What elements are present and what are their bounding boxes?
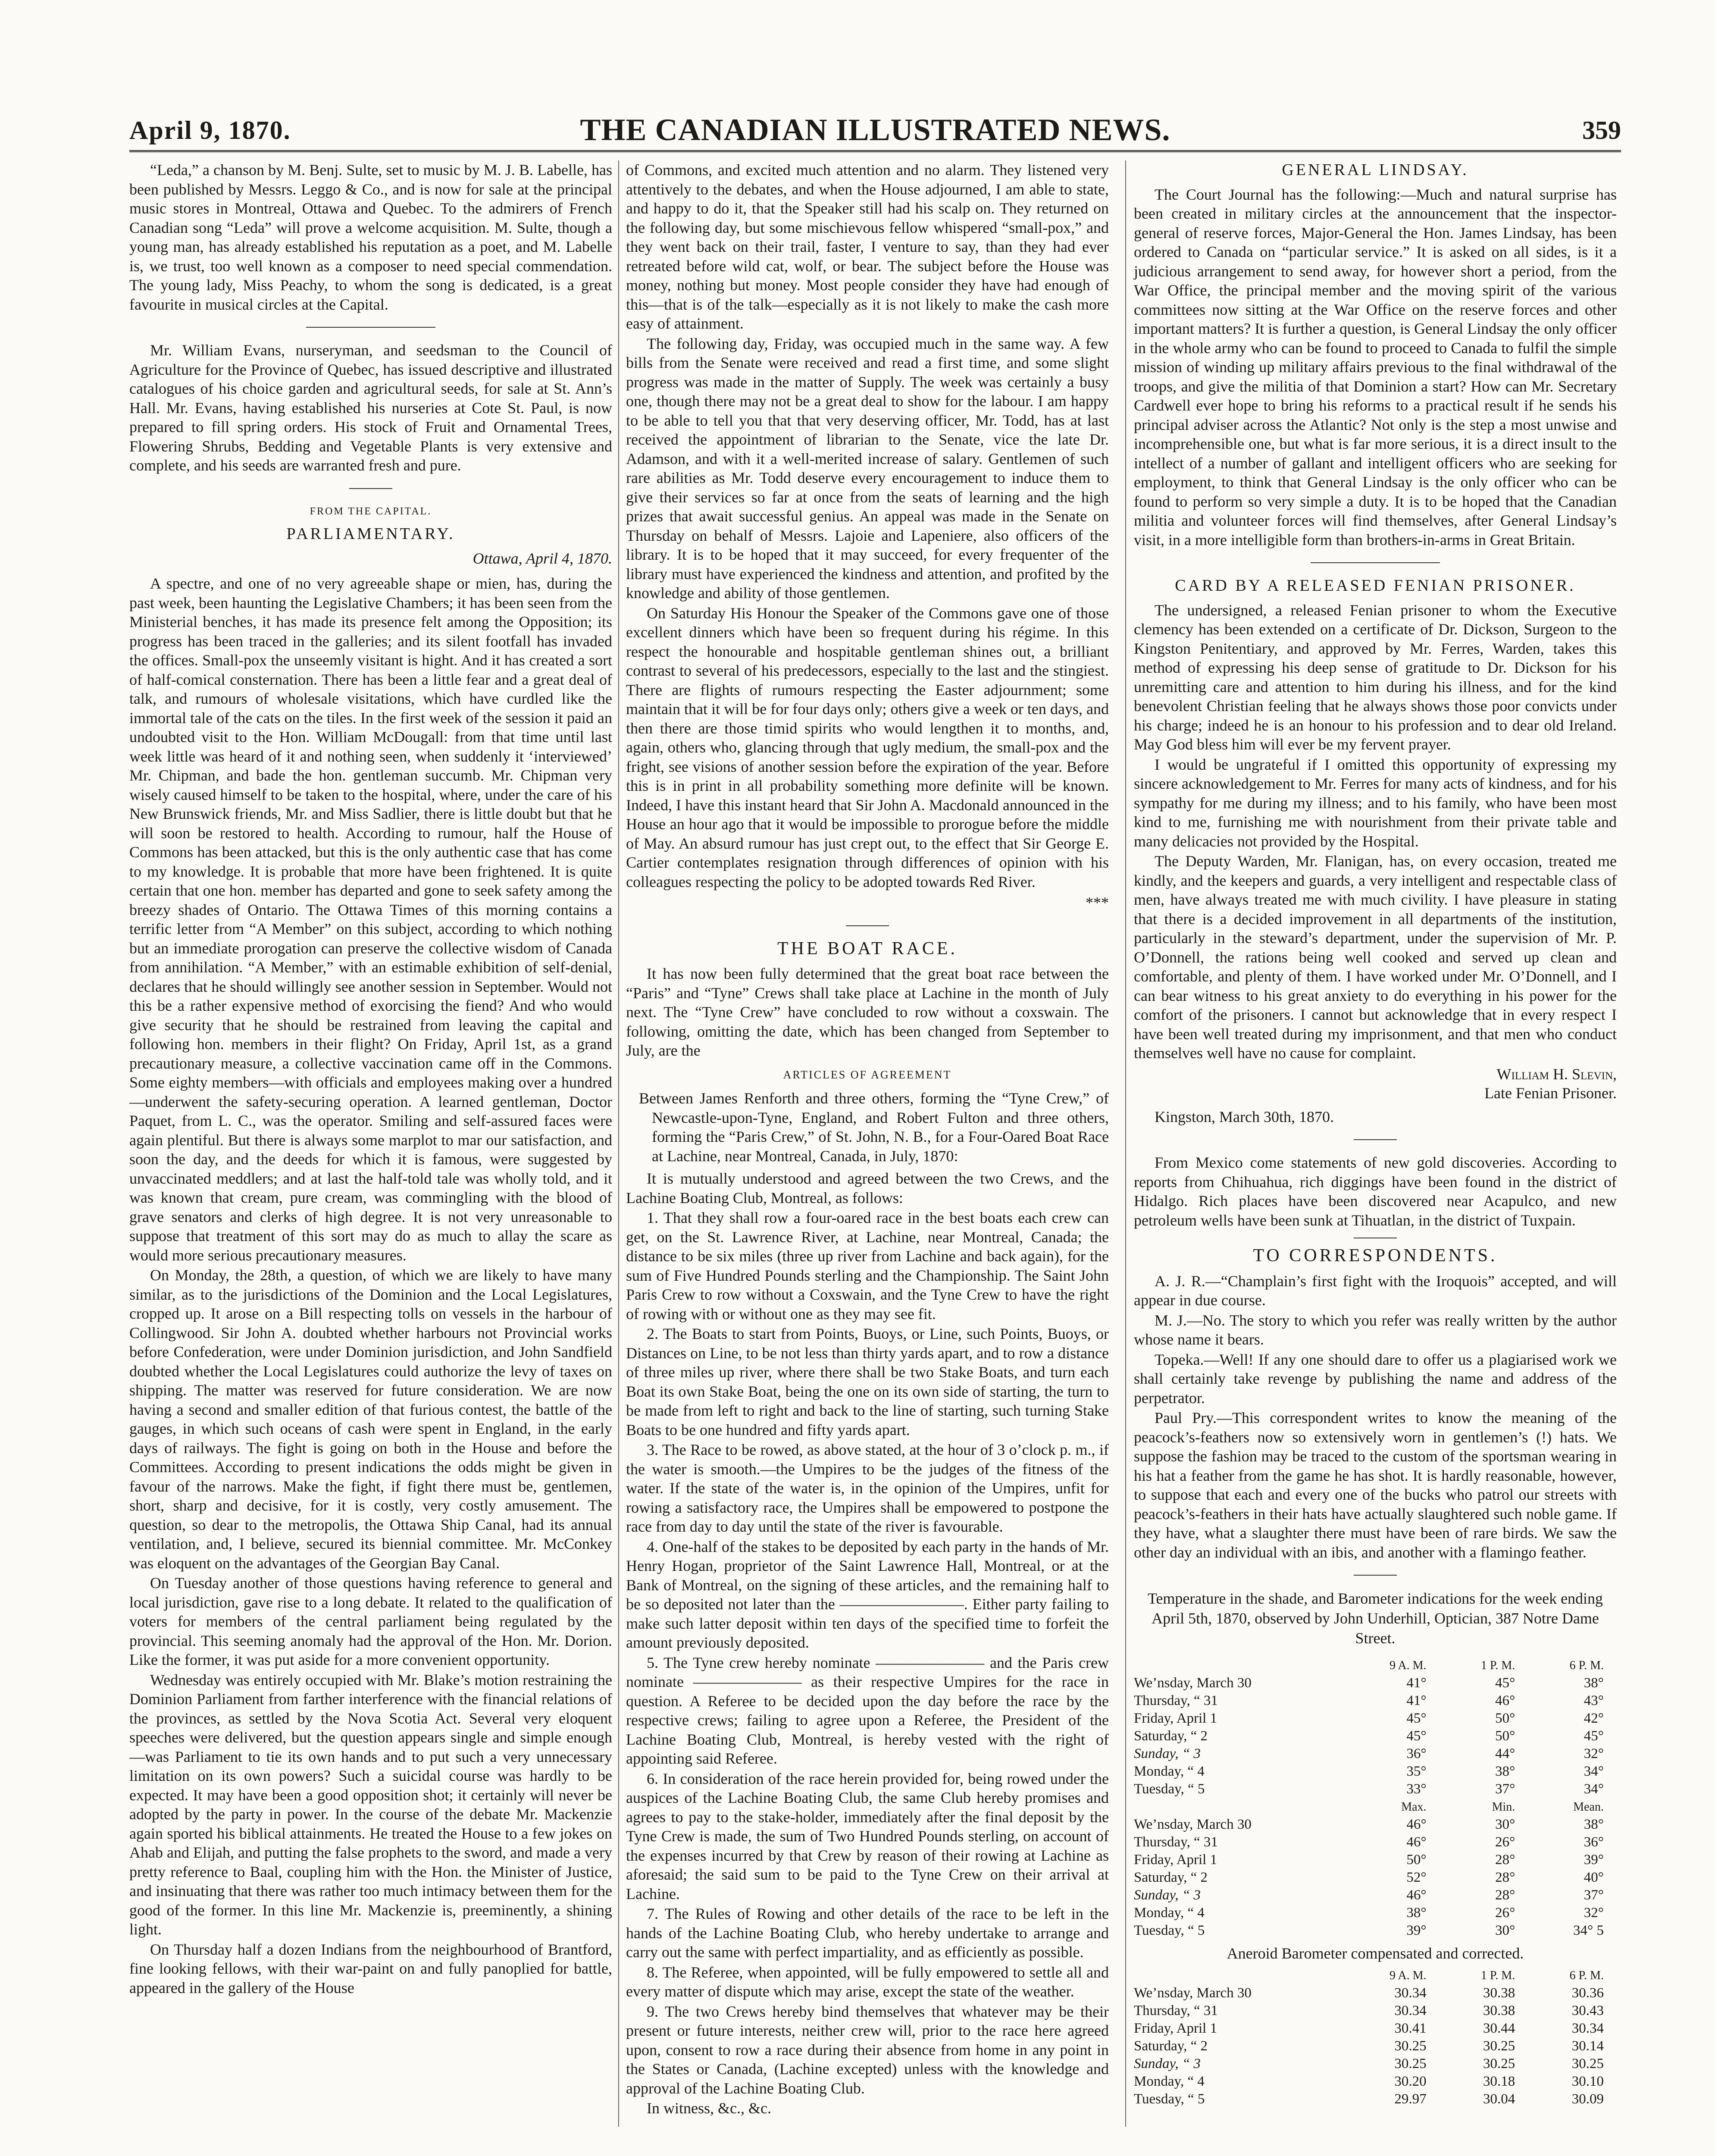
day-label: We’nsday, March 30 (1134, 1817, 1252, 1832)
article-clause: 1. That they shall row a four-oared race in the best boats each crew can get, on the St. Lawrence River, at Lachine, near Montreal, Canada; the distance to be six miles (three up river from Lachine and back again), for the sum of Five Hundred Pounds sterling and the Championship. The Saint John Paris Crew to row without a Coxswain, and the Tyne Crew to have the right of rowing with or without one as they may see fit. (626, 1209, 1109, 1322)
article-paragraph: Wednesday was entirely occupied with Mr. Blake’s motion restraining the Dominion Parliament from farther interference with the financial relations of the provinces, as settled by the Nova Scotia Act. Several very eloquent speeches were delivered, but the question appears single and simple enough—was Parliament to tie its own hands and to put such a very unnecessary limitation on its own powers? Such a suicidal course was hardly to be expected. It may have been a good opposition shot; it certainly will never be adopted by the party in power. In the course of the debate Mr. Mackenzie again sported his biblical attainments. He treated the House to a few jokes on Ahab and Elijah, and putting the false prophets to the sword, and made a very pretty reference to Baal, coupling him with the Hon. the Minister of Justice, and insinuating that there was rather too much intimacy between them for the good of the former. In this line Mr. Mackenzie is, preeminently, a shining light. (129, 1671, 612, 1938)
max-min-value: 26° (1495, 1905, 1515, 1921)
max-min-value: 28° (1495, 1887, 1515, 1903)
max-min-value: 32° (1584, 1905, 1604, 1921)
agreement-intro: It is mutually understood and agreed between the two Crews, and the Lachine Boating Club, Montreal, as follows: (626, 1170, 1109, 1206)
article-clause: 2. The Boats to start from Points, Buoys, or Line, such Points, Buoys, or Distances on Line, to be not less than thirty yards apart, and to row a distance of three miles up river, where there shall be two Stake Boats, and turn each Boat its own Stake Boat, being the one on its own side of starting, the turn to be made from left to right and back to the line of starting, such turning Stake Boats to be one hundred and fifty yards apart. (626, 1325, 1109, 1438)
barometer-value: 30.44 (1483, 2020, 1515, 2036)
article-paragraph: On Thursday half a dozen Indians from the neighbourhood of Brantford, fine looking fellows, with their war-paint on and fully panoplied for battle, appeared in the gallery of the House (129, 1940, 612, 1996)
max-min-value: 28° (1495, 1870, 1515, 1885)
temperature-value: 34° (1584, 1764, 1604, 1779)
section-rule (1354, 1139, 1397, 1140)
max-min-value: 36° (1584, 1834, 1604, 1850)
max-min-value: 38° (1406, 1905, 1427, 1921)
max-min-row (1134, 1851, 1617, 1869)
article-clause: 7. The Rules of Rowing and other details of the race to be left in the hands of the Lachine Boating Club, who hereby undertake to arrange and carry out the same with perfect impartiality, and as efficiently as possible. (626, 1905, 1109, 1961)
max-min-value: 40° (1584, 1870, 1604, 1885)
barometer-value: 30.25 (1394, 2056, 1427, 2071)
max-min-column-header: Mean. (1573, 1800, 1604, 1814)
barometer-value: 30.38 (1483, 1985, 1515, 2001)
page-header (129, 107, 1621, 152)
max-min-row (1134, 1869, 1617, 1887)
temperature-value: 50° (1495, 1728, 1515, 1744)
max-min-value: 38° (1584, 1817, 1604, 1832)
temperature-value: 41° (1406, 1675, 1427, 1691)
boat-race-intro: It has now been fully determined that the great boat race between the “Paris” and “Tyne” Crews shall take place at Lachine in the month of July next. The “Tyne Crew” have concluded to row without a coxswain. The following, omitting the date, which has been changed from September to July, are the (626, 965, 1109, 1059)
temperature-row (1134, 1763, 1617, 1780)
max-min-value: 46° (1406, 1817, 1427, 1832)
barometer-value: 30.34 (1394, 1985, 1427, 2001)
barometer-value: 30.43 (1571, 2002, 1604, 2018)
max-min-row (1134, 1922, 1617, 1940)
temperature-column-header: 6 P. M. (1569, 1659, 1604, 1672)
barometer-row (1134, 2055, 1617, 2073)
max-min-value: 28° (1495, 1852, 1515, 1868)
card-paragraph: The undersigned, a released Fenian prisoner to whom the Executive clemency has been extended on a certificate of Dr. Dickson, Surgeon to the Kingston Penitentiary, and approved by Mr. Ferres, Warden, takes this method of expressing his deep sense of gratitude to Dr. Dickson for his unremitting care and attention to him during his illness, and for the kind benevolent Christian feeling that he always shows those poor convicts under his charge; indeed he is an honour to his profession and to dear old Ireland. May God bless him will ever be my fervent prayer. (1134, 601, 1617, 753)
correspondent-note: M. J.—No. The story to which you refer was really written by the author whose name it bears. (1134, 1311, 1617, 1348)
max-min-value: 37° (1584, 1887, 1604, 1903)
barometer-value: 30.10 (1571, 2073, 1604, 2089)
day-label: Sunday, “ 3 (1134, 2056, 1201, 2071)
barometer-row (1134, 1984, 1617, 2002)
mexico-paragraph: From Mexico come statements of new gold discoveries. According to reports from Chihuahua, rich diggings have been found in the district of Hidalgo. Rich places have been discovered near Acapulco, and new petroleum wells have been sunk at Tihuatlan, in the district of Tuxpain. (1134, 1154, 1617, 1229)
temperature-column-header: 1 P. M. (1480, 1659, 1515, 1672)
end-stars: *** (1086, 894, 1109, 911)
temperature-header-row (1134, 1657, 1617, 1674)
lindsay-paragraph: The Court Journal has the following:—Much and natural surprise has been created in military circles at the announcement that the inspector-general of reserve forces, Major-General the Hon. James Lindsay, has been ordered to Canada on “particular service.” It is asked on all sides, is it a judicious arrangement to send away, for however short a period, from the War Office, the principal member and the moving spirit of the various committees now sitting at the War Office on the reserve forces and other important matters? It is further a question, is General Lindsay the only officer in the whole army who can be found to proceed to Canada to fulfil the simple mission of winding up military affairs previous to the final withdrawal of the troops, and give the militia of that Dominion a start? How can Mr. Secretary Cardwell ever hope to bring his reforms to a practical result if he sends his principal adviser across the Atlantic? Not only is the step a most unwise and incomprehensible one, but what is far more serious, it is a direct insult to the intellect of a number of gallant and intelligent officers who are seeking for employment, to think that General Lindsay is the only officer who can be found to perform so very simple a duty. It is to be hoped that the Canadian militia and volunteer forces will find themselves, after General Lindsay’s visit, in a more intelligible form than brothers-in-arms in Great Britain. (1134, 185, 1617, 548)
max-min-column-header: Max. (1401, 1800, 1427, 1814)
temperature-row (1134, 1674, 1617, 1692)
day-label: Saturday, “ 2 (1134, 1728, 1208, 1744)
card-paragraph: I would be ungrateful if I omitted this opportunity of expressing my sincere acknowledgement to Mr. Ferres for many acts of kindness, and for his sympathy for me during my illness; and to his family, who have been most kind to me, furnishing me with nourishment from their private table and many delicacies not provided by the Hospital. (1134, 755, 1617, 850)
from-capital-heading: FROM THE CAPITAL. (310, 505, 432, 517)
boat-race-heading: THE BOAT RACE. (777, 938, 958, 959)
barometer-row (1134, 2090, 1617, 2108)
barometer-value: 30.20 (1394, 2073, 1427, 2089)
day-label: Thursday, “ 31 (1134, 1834, 1218, 1850)
day-label: We’nsday, March 30 (1134, 1675, 1252, 1691)
barometer-value: 30.36 (1571, 1985, 1604, 2001)
correspondent-note: Paul Pry.—This correspondent writes to know the meaning of the peacock’s-feathers now so extensively worn in gentlemen’s (!) hats. We suppose the fashion may be traced to the custom of the sportsman wearing in his hat a feather from the game he has shot. It is hardly reasonable, however, to suppose that each and every one of the bucks who patrol our streets with peacock’s-feathers in their hats have actually slaughtered such noble game. If they have, what a slaughter there must have been of rare birds. We saw the other day an individual with an ibis, and another with a flamingo feather. (1134, 1409, 1617, 1561)
column-2 (626, 160, 1109, 2119)
correspondent-note: A. J. R.—“Champlain’s first fight with the Iroquois” accepted, and will appear in due course. (1134, 1272, 1617, 1309)
column-divider (618, 160, 619, 2127)
barometer-column-header: 6 P. M. (1569, 1968, 1604, 1982)
article-paragraph: The following day, Friday, was occupied much in the same way. A few bills from the Senate were received and read a first time, and some slight progress was made in the matter of Supply. The week was certainly a busy one, though there may not be a great deal to show for the labour. I am happy to be able to tell you that that very deserving officer, Mr. Todd, has at last received the appointment of librarian to the Senate, vice the late Dr. Adamson, and with it a well-merited increase of salary. Gentlemen of such rare abilities as Mr. Todd deserve every encouragement to induce them to give their services so far at once from the seats of learning and the high prizes that await successful genius. An appeal was made in the Senate on Thursday on behalf of Messrs. Lajoie and Lapeniere, also officers of the library. It is to be hoped that it may succeed, for every frequenter of the library must have experienced the kindness and attention, and profited by the knowledge and ability of those gentlemen. (626, 335, 1109, 602)
max-min-value: 30° (1495, 1923, 1515, 1938)
temperature-value: 45° (1495, 1675, 1515, 1691)
temperature-value: 45° (1584, 1728, 1604, 1744)
temperature-value: 34° (1584, 1781, 1604, 1797)
max-min-column-header: Min. (1492, 1800, 1515, 1814)
header-spacer (1134, 1798, 1351, 1816)
temperature-value: 44° (1495, 1746, 1515, 1761)
barometer-row (1134, 2073, 1617, 2090)
max-min-value: 39° (1406, 1923, 1427, 1938)
day-label: We’nsday, March 30 (1134, 1985, 1252, 2001)
article-clause: 8. The Referee, when appointed, will be fully empowered to settle all and every matter of dispute which may arise, except the state of the weather. (626, 1963, 1109, 2000)
temperature-value: 41° (1406, 1693, 1427, 1708)
article-paragraph: of Commons, and excited much attention and no alarm. They listened very attentively to the debates, and when the House adjourned, I am able to state, and happy to do it, that the Speaker still had his scalp on. They returned on the following day, but some mischievous fellow whispered “small-pox,” and they went back on their trail, faster, I venture to say, than they had ever retreated before wild cat, wolf, or bear. The subject before the House was money, nothing but money. Most people consider they have had enough of this—that is of the talk—especially as it is not likely to make the cash more easy of attainment. (626, 161, 1109, 332)
barometer-table (1134, 1967, 1617, 2108)
barometer-value: 30.34 (1394, 2002, 1427, 2018)
temperature-value: 35° (1406, 1764, 1427, 1779)
temperature-value: 38° (1495, 1764, 1515, 1779)
temperature-value: 38° (1584, 1675, 1604, 1691)
barometer-value: 29.97 (1394, 2091, 1427, 2107)
temperature-row (1134, 1780, 1617, 1798)
temperature-row (1134, 1745, 1617, 1763)
barometer-row (1134, 2020, 1617, 2037)
temperature-value: 42° (1584, 1711, 1604, 1726)
barometer-value: 30.34 (1571, 2020, 1604, 2036)
temperature-value: 45° (1406, 1728, 1427, 1744)
barometer-header-row (1134, 1967, 1617, 1984)
barometer-value: 30.38 (1483, 2002, 1515, 2018)
day-label: Friday, April 1 (1134, 2020, 1217, 2036)
day-label: Tuesday, “ 5 (1134, 1923, 1205, 1938)
temperature-value: 33° (1406, 1781, 1427, 1797)
max-min-value: 34° 5 (1573, 1923, 1604, 1938)
max-min-value: 26° (1495, 1834, 1515, 1850)
header-spacer (1134, 1657, 1351, 1674)
barometer-heading: Aneroid Barometer compensated and corrected. (1227, 1945, 1524, 1962)
correspondents-heading: TO CORRESPONDENTS. (1253, 1246, 1498, 1266)
max-min-value: 52° (1406, 1870, 1427, 1885)
temperature-value: 46° (1495, 1693, 1515, 1708)
dateline: Ottawa, April 4, 1870. (473, 549, 612, 567)
max-min-value: 46° (1406, 1887, 1427, 1903)
day-label: Saturday, “ 2 (1134, 1870, 1208, 1885)
barometer-row (1134, 2037, 1617, 2055)
max-min-table (1134, 1798, 1617, 1940)
temperature-value: 45° (1406, 1711, 1427, 1726)
article-paragraph: On Monday, the 28th, a question, of which we are likely to have many similar, as to the jurisdictions of the Dominion and the Local Legislatures, cropped up. It arose on a Bill respecting tolls on vessels in the harbour of Collingwood. Sir John A. doubted whether harbours not Provincial works before Confederation, were under Dominion jurisdiction, and John Sandfield doubted whether the Local Legislatures could authorize the levy of taxes on shipping. The matter was reserved for future consideration. We are now having a second and smaller edition of that furious contest, the battle of the gauges, in which such oceans of cash were spent in England, in the early days of railways. The fight is going on both in the House and before the Committees. According to present indications the odds might be given in favour of the narrows. Make the fight, if fight there must be, gentlemen, short, sharp and decisive, for it is costly, very costly amusement. The question, so dear to the metropolis, the Ottawa Ship Canal, had its annual ventilation, and, I believe, secured its biennial committee. Mr. McConkey was eloquent on the advantages of the Georgian Bay Canal. (129, 1266, 612, 1572)
day-label: Saturday, “ 2 (1134, 2038, 1208, 2054)
article-paragraph: A spectre, and one of no very agreeable shape or mien, has, during the past week, been haunting the Legislative Chambers; it has been seen from the Ministerial benches, it has made its presence felt among the Opposition; its progress has been traced in the galleries; and its silent footfall has invaded the offices. Small-pox the unseemly visitant is hight. And it has created a sort of half-comical consternation. There has been a little fear and a great deal of talk, and rumours of wholesale visitations, which have curdled like the immortal tale of the cats on the tiles. In the first week of the session it paid an undoubted visit to the Hon. William McDougall: from that time until last week little was heard of it and nothing seen, when suddenly it ‘interviewed’ Mr. Chipman, and bade the hon. gentleman succumb. Mr. Chipman very wisely caused himself to be taken to the hospital, where, under the care of his New Brunswick friends, Mr. and Miss Sadlier, there is little doubt but that he will soon be restored to health. According to rumour, half the House of Commons has been attacked, but this is the only authentic case that has come to my knowledge. It is probable that more have been frightened. It is quite certain that one hon. member has departed and gone to seek safety among the breezy shades of Ontario. The Ottawa Times of this morning contains a terrific letter from “A Member” on this subject, according to which nothing but an immediate prorogation can preserve the collective wisdom of Canada from annihilation. “A Member,” with an estimable exhibition of self-denial, declares that he should willingly see another session in September. Would not this be a rather expensive method of exorcising the fiend? And who would give security that he should be restrained from leaving the capital and following hon. members in their flight? On Friday, April 1st, as a grand precautionary measure, a collective vaccination came off in the Commons. Some eighty members—with officials and employees making over a hundred—underwent the safety-securing operation. A learned gentleman, Doctor Paquet, from L. C., was the operator. Smiling and self-assured faces were again plentiful. But there is always some marplot to mar our satisfaction, and soon the day, and the deeds for which it is famous, were suggested by unvaccinated meddlers; and at last the half-told tale was wholly told, and it was known that cream, pure cream, was commingling with the blood of grave senators and clerks of high degree. It is not very unreasonable to suppose that treatment of this sort may do as much to allay the scare as would more serious precautionary measures. (129, 575, 612, 1264)
section-rule (846, 925, 889, 926)
day-label: Monday, “ 4 (1134, 1764, 1205, 1779)
witness-line: In witness, &c., &c. (647, 2100, 771, 2117)
temperature-value: 50° (1495, 1711, 1515, 1726)
max-min-value: 46° (1406, 1834, 1427, 1850)
day-label: Tuesday, “ 5 (1134, 2091, 1205, 2107)
max-min-row (1134, 1887, 1617, 1904)
signature-title: Late Fenian Prisoner. (1484, 1084, 1617, 1102)
barometer-value: 30.09 (1571, 2091, 1604, 2107)
day-label: Friday, April 1 (1134, 1852, 1217, 1868)
barometer-value: 30.18 (1483, 2073, 1515, 2089)
issue-date: April 9, 1870. (129, 116, 291, 144)
max-min-row (1134, 1904, 1617, 1922)
section-rule (306, 327, 435, 328)
article-clause: 9. The two Crews hereby bind themselves that whatever may be their present or future interests, neither crew will, prior to the race here agreed upon, consent to row a race during their absence from home in any point in the States or Canada, (Lachine excepted) unless with the knowledge and approval of the Lachine Boating Club. (626, 2002, 1109, 2097)
barometer-value: 30.25 (1571, 2056, 1604, 2071)
temperature-row (1134, 1710, 1617, 1727)
article-clause: 5. The Tyne crew hereby nominate ——————— and the Paris crew nominate ——————— as their respective Umpires for the race in question. A Referee to be decided upon the day before the race by the respective crews; failing to agree upon a Referee, the President of the Lachine Boating Club, Montreal, is hereby vested with the right of appointing said Referee. (626, 1654, 1109, 1767)
barometer-column-header: 9 A. M. (1389, 1968, 1427, 1982)
temperature-value: 32° (1584, 1746, 1604, 1761)
day-label: Tuesday, “ 5 (1134, 1781, 1205, 1797)
articles-heading: ARTICLES OF AGREEMENT (783, 1068, 952, 1081)
day-label: Sunday, “ 3 (1134, 1746, 1201, 1761)
correspondent-note: Topeka.—Well! If any one should dare to offer us a plagiarised work we shall certainly take revenge by publishing the name and address of the perpetrator. (1134, 1351, 1617, 1407)
article-clause: 6. In consideration of the race herein provided for, being rowed under the auspices of the Lachine Boating Club, the same Club hereby promises and agrees to pay to the stake-holder, immediately after the final deposit by the Tyne Crew is made, the sum of Two Hundred Pounds sterling, on account of the expenses incurred by that Crew by reason of their rowing at Lachine as aforesaid; the said sum to be paid to the Tyne Crew on their arrival at Lachine. (626, 1770, 1109, 1902)
day-label: Monday, “ 4 (1134, 1905, 1205, 1921)
barometer-value: 30.41 (1394, 2020, 1427, 2036)
fenian-card-heading: CARD BY A RELEASED FENIAN PRISONER. (1175, 577, 1576, 595)
masthead-title: THE CANADIAN ILLUSTRATED NEWS. (580, 113, 1170, 147)
max-min-value: 39° (1584, 1852, 1604, 1868)
barometer-row (1134, 2002, 1617, 2020)
card-paragraph: The Deputy Warden, Mr. Flanigan, has, on every occasion, treated me kindly, and the keepers and guards, a very intelligent and respectable class of men, have always treated me with much civility. I have pleasure in stating that there is a decided improvement in all departments of the institution, particularly in the steward’s department, under the supervision of Mr. P. O’Donnell, the rations being well cooked and served up clean and comfortable, and plenty of them. I have worked under Mr. O’Donnell, and I can bear witness to his great anxiety to do everything in his power for the comfort of the prisoners. I cannot but acknowledge that in every respect I have been well treated during my imprisonment, and that men who conduct themselves well have no cause for complaint. (1134, 852, 1617, 1062)
temperature-column-header: 9 A. M. (1389, 1659, 1427, 1672)
between-paragraph: Between James Renforth and three others, forming the “Tyne Crew,” of Newcastle-upon-Tyne, England, and Robert Fulton and three others, forming the “Paris Crew,” of St. John, N. B., for a Four-Oared Boat Race at Lachine, near Montreal, Canada, in July, 1870: (639, 1090, 1109, 1165)
article-clause: 4. One-half of the stakes to be deposited by each party in the hands of Mr. Henry Hogan, proprietor of the Saint Lawrence Hall, Montreal, or at the Bank of Montreal, on the signing of these articles, and the remaining half to be so deposited not later than the ————————. Either party failing to make such latter deposit within ten days of the specified time to forfeit the amount previously deposited. (626, 1538, 1109, 1651)
barometer-value: 30.25 (1394, 2038, 1427, 2054)
barometer-value: 30.25 (1483, 2056, 1515, 2071)
temperature-value: 43° (1584, 1693, 1604, 1708)
signature-name: William H. Slevin, (1496, 1065, 1617, 1083)
lindsay-heading: GENERAL LINDSAY. (1282, 161, 1469, 179)
column-divider (1125, 160, 1126, 2127)
day-label: Thursday, “ 31 (1134, 2002, 1218, 2018)
parliamentary-heading: PARLIAMENTARY. (286, 525, 455, 543)
day-label: Monday, “ 4 (1134, 2073, 1205, 2089)
barometer-value: 30.25 (1483, 2038, 1515, 2054)
max-min-row (1134, 1833, 1617, 1851)
page-number: 359 (1582, 116, 1621, 144)
section-rule (1354, 1575, 1397, 1576)
article-paragraph: On Tuesday another of those questions having reference to general and local jurisdiction, gave rise to a long debate. It related to the qualification of voters for members of the central parliament being regulated by the provincial. This seeming anomaly had the approval of the Hon. Mr. Dorion. Like the former, it was put aside for a more convenient opportunity. (129, 1574, 612, 1668)
article-clause: 3. The Race to be rowed, as above stated, at the hour of 3 o’clock p. m., if the water is smooth.—the Umpires to be the judges of the fitness of the water. If the state of the water is, in the opinion of the Umpires, unfit for rowing a satisfactory race, the Umpires shall be empowered to postpone the race from day to day until the state of the river is favourable. (626, 1441, 1109, 1535)
barometer-column-header: 1 P. M. (1480, 1968, 1515, 1982)
barometer-value: 30.04 (1483, 2091, 1515, 2107)
leda-paragraph: “Leda,” a chanson by M. Benj. Sulte, set to music by M. J. B. Labelle, has been published by Messrs. Leggo & Co., and is now for sale at the principal music stores in Montreal, Ottawa and Quebec. To the admirers of French Canadian song “Leda” will prove a welcome acquisition. M. Sulte, though a young man, has already established his reputation as a poet, and M. Labelle is, we trust, too well known as a composer to need special commendation. The young lady, Miss Peachy, to whom the song is dedicated, is a great favourite in musical circles at the Capital. (129, 161, 612, 313)
section-rule (1311, 562, 1440, 563)
day-label: Thursday, “ 31 (1134, 1693, 1218, 1708)
max-min-header-row (1134, 1798, 1617, 1816)
temperature-row (1134, 1692, 1617, 1710)
barometer-value: 30.14 (1571, 2038, 1604, 2054)
temperature-table (1134, 1657, 1617, 1798)
day-label: Sunday, “ 3 (1134, 1887, 1201, 1903)
header-spacer (1134, 1967, 1351, 1984)
max-min-value: 30° (1495, 1817, 1515, 1832)
evans-paragraph: Mr. William Evans, nurseryman, and seedsman to the Council of Agriculture for the Province of Quebec, has issued descriptive and illustrated catalogues of his choice garden and agricultural seeds, for sale at St. Ann’s Hall. Mr. Evans, having established his nurseries at Cote St. Paul, is now prepared to fill spring orders. His stock of Fruit and Ornamental Trees, Flowering Shrubs, Bedding and Vegetable Plants is very extensive and complete, and his seeds are warranted fresh and pure. (129, 342, 612, 474)
temperature-row (1134, 1727, 1617, 1745)
section-rule (349, 488, 392, 489)
day-label: Friday, April 1 (1134, 1711, 1217, 1726)
max-min-value: 50° (1406, 1852, 1427, 1868)
card-date: Kingston, March 30th, 1870. (1155, 1108, 1334, 1125)
temperature-value: 37° (1495, 1781, 1515, 1797)
article-paragraph: On Saturday His Honour the Speaker of the Commons gave one of those excellent dinners which have been so frequent during his régime. In this respect the honourable and hospitable gentleman shines out, a brilliant contrast to several of his predecessors, especially to the last and the stingiest. There are flights of rumours respecting the Easter adjournment; some maintain that it will be for four days only; others give a week or ten days, and then there are those timid spirits who would lengthen it to months, and, again, others who, glancing through that ugly medium, the small-pox and the fright, see visions of another session before the expiration of the year. Before this is in print in all probability something more definite will be known. Indeed, I have this instant heard that Sir John A. Macdonald announced in the House an hour ago that it would be impossible to prorogue before the middle of May. An absurd rumour has just crept out, to the effect that Sir George E. Cartier contemplates resignation through differences of opinion with his colleagues respecting the policy to be adopted towards Red River. (626, 604, 1109, 890)
column-1 (129, 160, 612, 1998)
weather-heading: Temperature in the shade, and Barometer indications for the week ending April 5th, 1870, observed by John Underhill, Optician, 387 Notre Dame Street. (1147, 1590, 1603, 1647)
temperature-value: 36° (1406, 1746, 1427, 1761)
max-min-row (1134, 1816, 1617, 1833)
column-3 (1134, 160, 1617, 2108)
